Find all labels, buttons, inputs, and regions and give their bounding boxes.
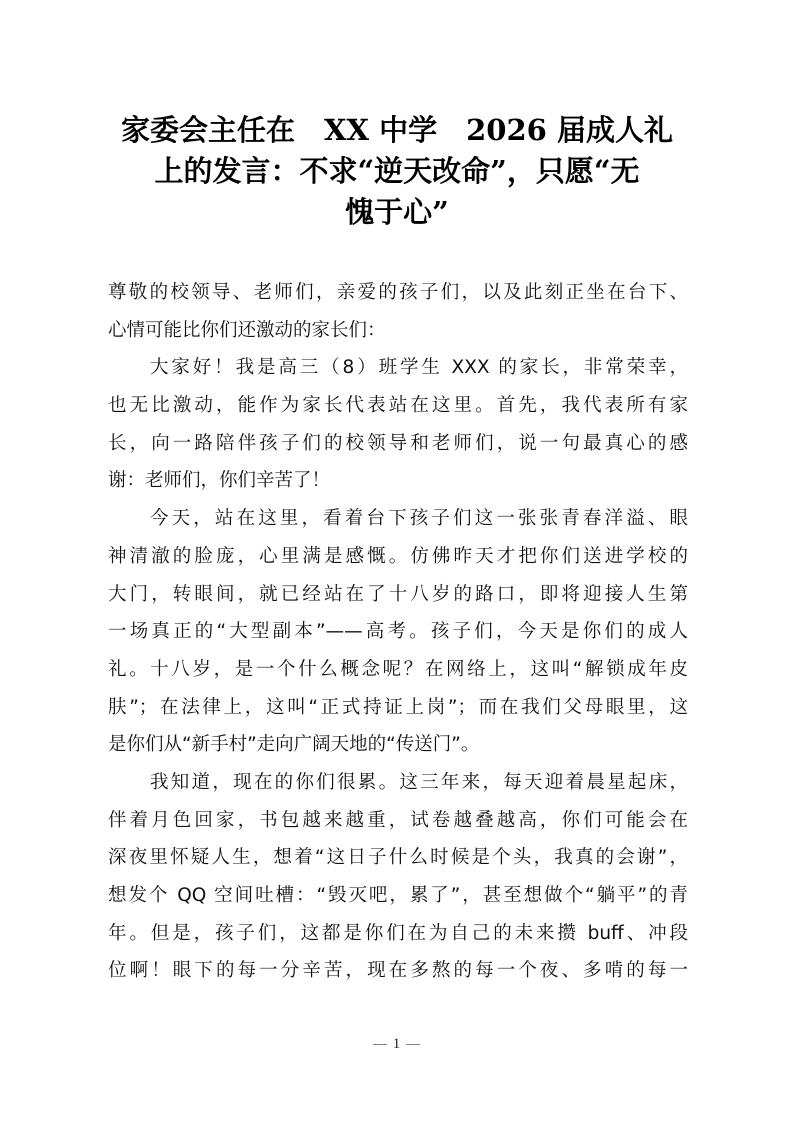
page-footer [0,1036,793,1053]
document-body [108,274,688,990]
body-line: 心情可能比你们还激动的家长们： [108,319,386,341]
body-line: 谢：老师们，你们辛苦了！ [108,470,331,492]
footer-dash-left [373,1044,387,1045]
body-line: 今天，站在这里，看着台下孩子们这一张张青春洋溢、眼 [150,508,688,530]
body-line: 是你们从“新手村”走向广阔天地的“传送门”。 [108,734,480,756]
title-line: 愧于心” [345,195,449,229]
body-line: 位啊！眼下的每一分辛苦，现在多熬的每一个夜、多啃的每一 [108,960,688,982]
body-line: 肤”；在法律上，这叫“正式持证上岗”；而在我们父母眼里，这 [108,696,688,718]
footer-dash-right [406,1044,420,1045]
document-title [100,110,694,233]
body-line: 我知道，现在的你们很累。这三年来，每天迎着晨星起床， [150,771,688,793]
title-line: 上的发言：不求“逆天改命”，只愿“无 [154,154,640,188]
title-line: 家委会主任在 XX 中学 2026 届成人礼 [121,113,673,147]
body-line: 深夜里怀疑人生，想着“这日子什么时候是个头，我真的会谢”， [108,847,688,869]
page-number: 1 [392,1036,401,1052]
body-line: 大门，转眼间，就已经站在了十八岁的路口，即将迎接人生第 [108,583,688,605]
body-line: 尊敬的校领导、老师们，亲爱的孩子们，以及此刻正坐在台下、 [108,282,688,303]
body-line: 伴着月色回家，书包越来越重，试卷越叠越高，你们可能会在 [108,809,688,831]
body-line: 神清澈的脸庞，心里满是感慨。仿佛昨天才把你们送进学校的 [108,545,688,567]
body-line: 也无比激动，能作为家长代表站在这里。首先，我代表所有家 [108,395,688,417]
body-line: 一场真正的“大型副本”——高考。孩子们，今天是你们的成人 [108,621,688,643]
body-line: 年。但是，孩子们，这都是你们在为自己的未来攒 buff、冲段 [108,922,688,944]
body-line: 大家好！我是高三（8）班学生 XXX 的家长，非常荣幸， [150,357,688,379]
body-line: 礼。十八岁，是一个什么概念呢？在网络上，这叫“解锁成年皮 [108,658,688,680]
body-line: 想发个 QQ 空间吐槽：“毁灭吧，累了”，甚至想做个“躺平”的青 [108,885,688,906]
body-line: 长，向一路陪伴孩子们的校领导和老师们，说一句最真心的感 [108,432,688,454]
